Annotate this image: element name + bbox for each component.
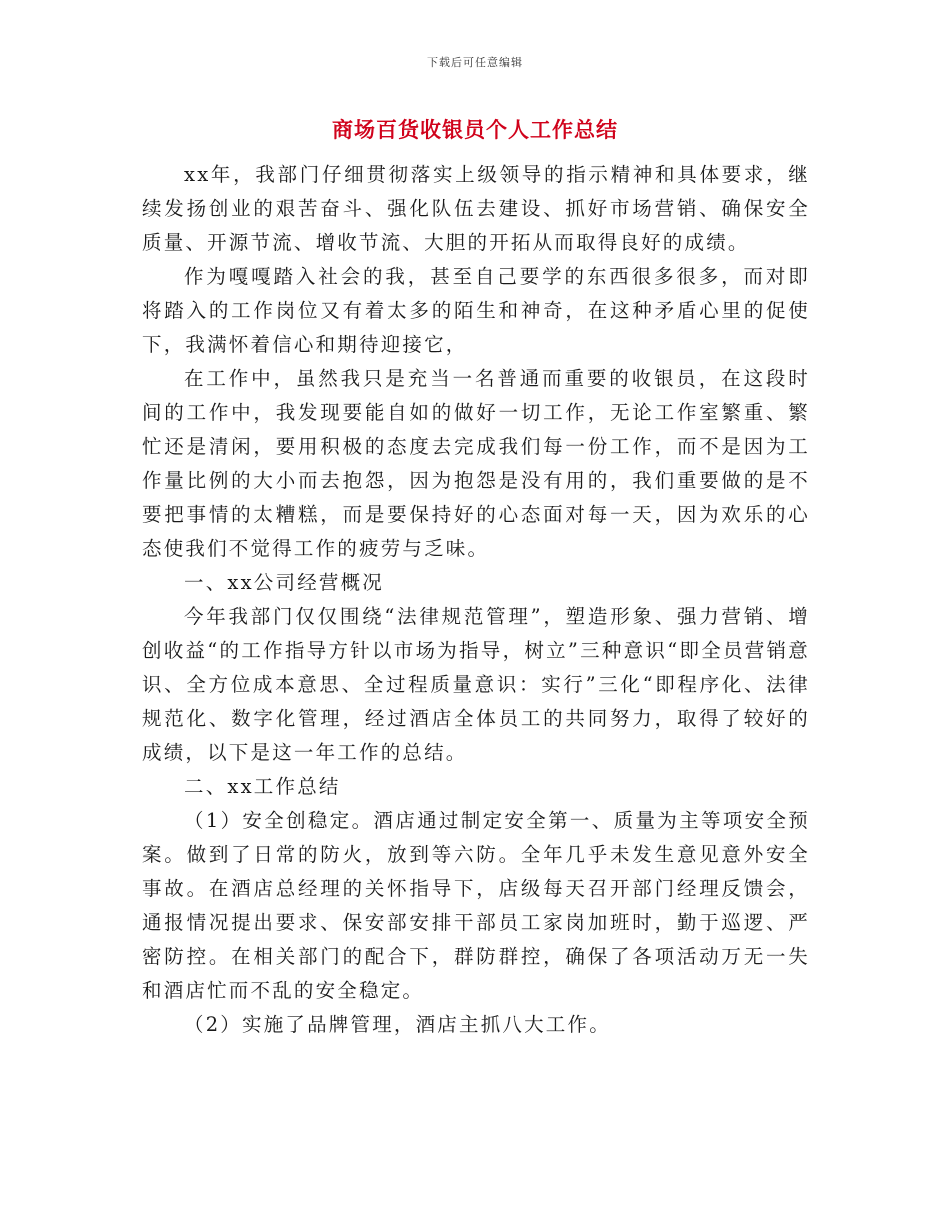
section-heading-2: 二、xx工作总结 xyxy=(184,775,341,798)
document-title: 商场百货收银员个人工作总结 xyxy=(332,117,618,142)
paragraph-brand-management: （2）实施了品牌管理，酒店主抓八大工作。 xyxy=(184,1013,611,1036)
header-note: 下载后可任意编辑 xyxy=(427,56,523,69)
section-heading-1: 一、xx公司经营概况 xyxy=(184,571,384,594)
paragraph-company-overview: 今年我部门仅仅围绕“法律规范管理”，塑造形象、强力营销、增创收益“的工作指导方针以市场为指导，树立”三种意识“即全员营销意识、全方位成本意思、全过程质量意识：实行”三化“即程序化、法律规范化、数字化管理，经过酒店全体员工的共同努力，取得了较好的成绩，以下是这一年工作的总结。 xyxy=(142,605,810,764)
paragraph-safety: （1）安全创稳定。酒店通过制定安全第一、质量为主等项安全预案。做到了日常的防火，放到等六防。全年几乎未发生意见意外安全事故。在酒店总经理的关怀指导下，店级每天召开部门经理反馈会，通报情况提出要求、保安部安排干部员工家岗加班时，勤于巡逻、严密防控。在相关部门的配合下，群防群控，确保了各项活动万无一失和酒店忙而不乱的安全稳定。 xyxy=(142,809,810,1002)
paragraph-work-attitude: 在工作中，虽然我只是充当一名普通而重要的收银员，在这段时间的工作中，我发现要能自如的做好一切工作，无论工作室繁重、繁忙还是清闲，要用积极的态度去完成我们每一份工作，而不是因为工作量比例的大小而去抱怨，因为抱怨是没有用的，我们重要做的是不要把事情的太糟糕，而是要保持好的心态面对每一天，因为欢乐的心态使我们不觉得工作的疲劳与乏味。 xyxy=(142,367,810,560)
document-body xyxy=(142,158,810,1042)
paragraph-newcomer: 作为嘎嘎踏入社会的我，甚至自己要学的东西很多很多，而对即将踏入的工作岗位又有着太多的陌生和神奇，在这种矛盾心里的促使下，我满怀着信心和期待迎接它， xyxy=(142,265,810,356)
paragraph-intro: xx年，我部门仔细贯彻落实上级领导的指示精神和具体要求，继续发扬创业的艰苦奋斗、强化队伍去建设、抓好市场营销、确保安全质量、开源节流、增收节流、大胆的开拓从而取得良好的成绩。 xyxy=(142,163,810,254)
